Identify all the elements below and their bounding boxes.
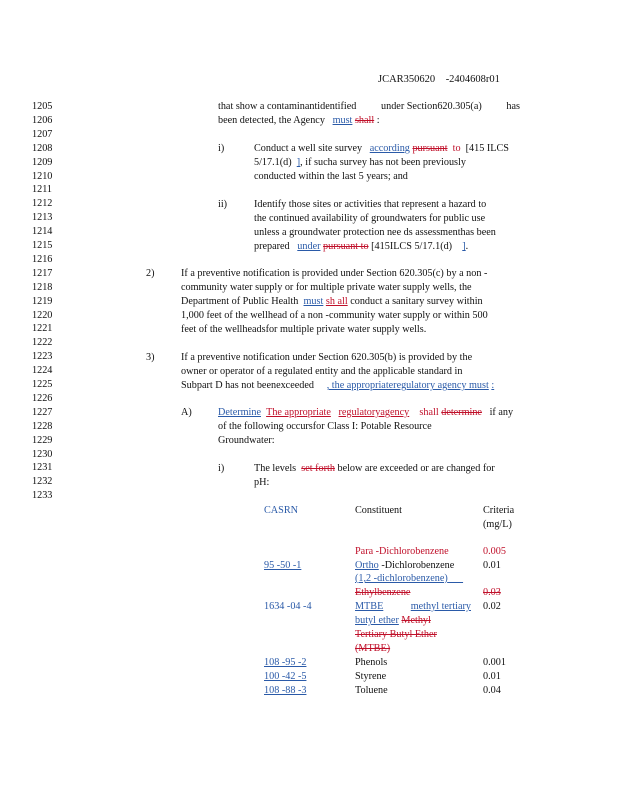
table-row-4-criteria: 0.001 — [483, 657, 506, 668]
table-row-3-constituent-l3: Tertiary Butyl Ether — [355, 629, 437, 640]
para-3-line-1: If a preventive notification under Section 620.305(b) is provided by the — [181, 352, 473, 363]
item-i-label: i) — [218, 143, 225, 154]
line-number: 1205 — [32, 101, 53, 112]
deleted-text: shall — [354, 115, 375, 126]
inserted-text: must — [332, 115, 353, 126]
item-A-i-label: i) — [218, 463, 225, 474]
para-2-line-5: feet of the wellheadsfor multiple private water supply wells. — [181, 324, 427, 335]
para-3-line-3: Subpart D has not beenexceeded , the appropriateregulatory agency must : — [181, 380, 495, 391]
table-header-casrn: CASRN — [264, 505, 298, 516]
item-ii-line-3: unless a groundwater protection nee ds assessmenthas been — [254, 227, 496, 238]
doc-version: -2404608r01 — [445, 74, 500, 85]
item-i-line-3: conducted within the last 5 years; and — [254, 171, 408, 182]
para-2-line-4: 1,000 feet of the wellhead of a non -community water supply or within 500 — [181, 310, 488, 321]
table-row-3-constituent-l2: butyl ether Methyl — [355, 615, 431, 626]
table-row-6-criteria: 0.04 — [483, 685, 501, 696]
line-number: 1223 — [32, 351, 53, 363]
doc-id: JCAR350620 — [378, 74, 436, 85]
line-number: 1231 — [32, 462, 53, 474]
item-ii-line-1: Identify those sites or activities that represent a hazard to — [254, 199, 487, 210]
line-number: 1221 — [32, 323, 53, 335]
intro-line-2: been detected, the Agency must shall : — [218, 115, 380, 126]
para-2-line-2: community water supply or for multiple private water supply wells, the — [181, 282, 472, 293]
line-number: 1212 — [32, 198, 53, 210]
table-header-constituent: Constituent — [355, 505, 402, 516]
table-row-3-criteria: 0.02 — [483, 601, 501, 612]
intro-line-1: that show a contaminantidentified under Section620.305(a) has — [218, 101, 520, 112]
line-number: 1228 — [32, 420, 53, 432]
table-row-3-constituent-l1: MTBE methyl tertiary — [355, 601, 471, 612]
item-ii-line-4: prepared under pursuant to [415ILCS 5/17.1(d) ]. — [254, 241, 469, 252]
para-2-line-1: If a preventive notification is provided under Section 620.305(c) by a non - — [181, 268, 488, 279]
table-row-2-constituent: Ethylbenzene — [355, 587, 411, 598]
table-row-6-casrn: 108 -88 -3 — [264, 685, 307, 696]
line-number: 1218 — [32, 281, 53, 293]
table-row-0-criteria: 0.005 — [483, 546, 506, 557]
item-i-line-2: 5/17.1(d) ], if sucha survey has not been previously — [254, 157, 466, 168]
line-number: 1214 — [32, 226, 53, 238]
table-row-4-constituent: Phenols — [355, 657, 388, 668]
line-number: 1220 — [32, 309, 53, 321]
item-A-line-1: Determine The appropriate regulatoryagency shall determine if any — [218, 407, 514, 418]
line-number: 1227 — [32, 406, 53, 418]
line-number: 1226 — [32, 392, 53, 404]
line-number: 1225 — [32, 379, 53, 390]
item-A-line-2: of the following occursfor Class I: Potable Resource — [218, 421, 432, 432]
item-A-line-3: Groundwater: — [218, 435, 275, 446]
item-ii-label: ii) — [218, 199, 228, 210]
table-row-1-criteria: 0.01 — [483, 560, 501, 571]
line-number: 1233 — [32, 490, 53, 502]
line-number: 1207 — [32, 128, 53, 140]
line-number: 1222 — [32, 337, 53, 349]
line-number: 1209 — [32, 156, 53, 168]
line-number: 1224 — [32, 365, 53, 377]
table-row-1-constituent-sub: (1,2 -dichlorobenzene) — [355, 573, 448, 584]
table-row-4-casrn: 108 -95 -2 — [264, 657, 307, 668]
table-row-1-casrn: 95 -50 -1 — [264, 560, 302, 571]
para-3-line-2: owner or operator of a regulated entity and the applicable standard in — [181, 366, 463, 377]
table-row-2-criteria: 0.03 — [483, 587, 501, 598]
table-header-criteria: Criteria — [483, 505, 515, 516]
item-i-line-1: Conduct a well site survey according pursuant to [415 ILCS — [254, 143, 509, 154]
line-number: 1206 — [32, 114, 53, 126]
line-number: 1208 — [32, 142, 53, 154]
para-3-label: 3) — [146, 352, 155, 363]
item-A-i-line-2: pH: — [254, 477, 270, 488]
line-number: 1229 — [32, 434, 53, 446]
line-number: 1210 — [32, 170, 53, 182]
line-number: 1217 — [32, 267, 53, 279]
line-number: 1216 — [32, 253, 53, 265]
item-ii-line-2: the continued availability of groundwaters for public use — [254, 213, 486, 224]
table-row-1-constituent: Ortho -Dichlorobenzene — [355, 560, 455, 571]
line-number: 1211 — [32, 184, 52, 196]
para-2-line-3: Department of Public Health must sh all conduct a sanitary survey within — [181, 296, 483, 307]
line-number: 1219 — [32, 295, 53, 307]
table-row-6-constituent: Toluene — [355, 685, 388, 696]
table-row-3-casrn: 1634 -04 -4 — [264, 601, 312, 612]
table-row-5-criteria: 0.01 — [483, 671, 501, 682]
table-row-3-constituent-l4: (MTBE) — [355, 643, 391, 654]
para-2-label: 2) — [146, 268, 155, 279]
table-row-5-constituent: Styrene — [355, 671, 387, 682]
doc-header — [378, 74, 500, 86]
item-A-label: A) — [181, 407, 192, 418]
item-A-i-line-1: The levels set forth below are exceeded or are changed for — [254, 463, 495, 474]
table-header-criteria-unit: (mg/L) — [483, 519, 512, 530]
line-number: 1213 — [32, 212, 53, 224]
line-number: 1232 — [32, 476, 53, 488]
table-row-0-constituent: Para -Dichlorobenzene — [355, 546, 449, 557]
table-row-5-casrn: 100 -42 -5 — [264, 671, 307, 682]
line-number: 1230 — [32, 448, 53, 460]
line-number: 1215 — [32, 240, 53, 251]
